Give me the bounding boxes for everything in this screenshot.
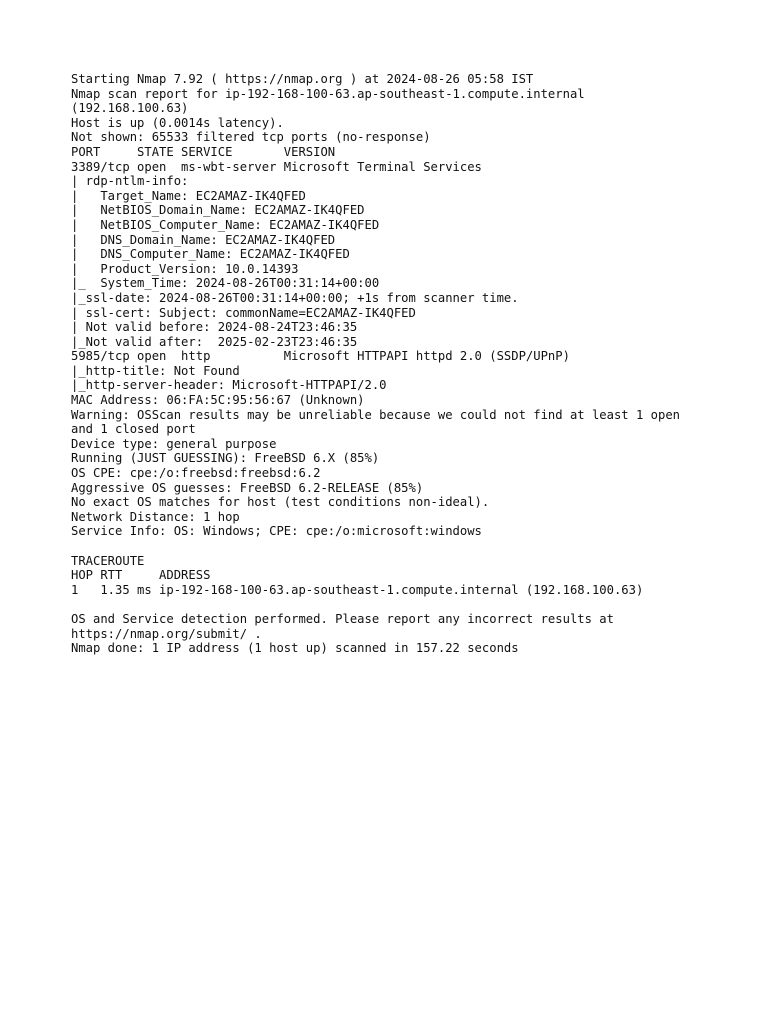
text-line: PORT STATE SERVICE VERSION [71, 144, 336, 159]
text-line: No exact OS matches for host (test conditions non-ideal). [71, 495, 490, 510]
text-line: | NetBIOS_Computer_Name: EC2AMAZ-IK4QFED [71, 217, 380, 232]
text-line: | Target_Name: EC2AMAZ-IK4QFED [71, 188, 306, 203]
text-line: https://nmap.org/submit/ . [71, 626, 262, 641]
text-line: Nmap done: 1 IP address (1 host up) scanned in 157.22 seconds [71, 641, 519, 656]
text-line: MAC Address: 06:FA:5C:95:56:67 (Unknown) [71, 393, 365, 408]
text-line: 3389/tcp open ms-wbt-server Microsoft Terminal Services [71, 159, 482, 174]
text-line: OS CPE: cpe:/o:freebsd:freebsd:6.2 [71, 466, 321, 481]
text-line: TRACEROUTE [71, 553, 145, 568]
text-line: | NetBIOS_Domain_Name: EC2AMAZ-IK4QFED [71, 203, 365, 218]
text-line: OS and Service detection performed. Please report any incorrect results at [71, 611, 614, 626]
nmap-output-document [71, 72, 751, 656]
blank-line [71, 539, 751, 554]
text-line: HOP RTT ADDRESS [71, 568, 211, 583]
text-line: |_http-server-header: Microsoft-HTTPAPI/2.0 [71, 378, 387, 393]
text-line: | Product_Version: 10.0.14393 [71, 261, 299, 276]
text-line: and 1 closed port [71, 422, 196, 437]
text-line: Starting Nmap 7.92 ( https://nmap.org ) at 2024-08-26 05:58 IST [71, 72, 534, 86]
text-line: Warning: OSScan results may be unreliable because we could not find at least 1 open [71, 407, 681, 422]
text-line: | DNS_Domain_Name: EC2AMAZ-IK4QFED [71, 232, 336, 247]
text-line: | DNS_Computer_Name: EC2AMAZ-IK4QFED [71, 247, 350, 262]
text-line: (192.168.100.63) [71, 101, 189, 116]
text-line: | rdp-ntlm-info: [71, 174, 189, 189]
text-line: Not shown: 65533 filtered tcp ports (no-response) [71, 130, 431, 145]
text-line: Aggressive OS guesses: FreeBSD 6.2-RELEASE (85%) [71, 480, 424, 495]
text-line: 1 1.35 ms ip-192-168-100-63.ap-southeast-1.compute.internal (192.168.100.63) [71, 582, 644, 597]
text-line: |_http-title: Not Found [71, 363, 240, 378]
text-line: Running (JUST GUESSING): FreeBSD 6.X (85%) [71, 451, 380, 466]
text-line: | ssl-cert: Subject: commonName=EC2AMAZ-IK4QFED [71, 305, 416, 320]
text-line: 5985/tcp open http Microsoft HTTPAPI httpd 2.0 (SSDP/UPnP) [71, 349, 570, 364]
text-line: Network Distance: 1 hop [71, 509, 240, 524]
text-line: Host is up (0.0014s latency). [71, 115, 284, 130]
text-line: Service Info: OS: Windows; CPE: cpe:/o:microsoft:windows [71, 524, 482, 539]
text-line: |_ System_Time: 2024-08-26T00:31:14+00:00 [71, 276, 380, 291]
text-line: |_Not valid after: 2025-02-23T23:46:35 [71, 334, 358, 349]
text-line: |_ssl-date: 2024-08-26T00:31:14+00:00; +1s from scanner time. [71, 290, 519, 305]
text-line: Nmap scan report for ip-192-168-100-63.ap-southeast-1.compute.internal [71, 86, 585, 101]
text-line: Device type: general purpose [71, 436, 277, 451]
blank-line [71, 597, 751, 612]
text-line: | Not valid before: 2024-08-24T23:46:35 [71, 320, 358, 335]
